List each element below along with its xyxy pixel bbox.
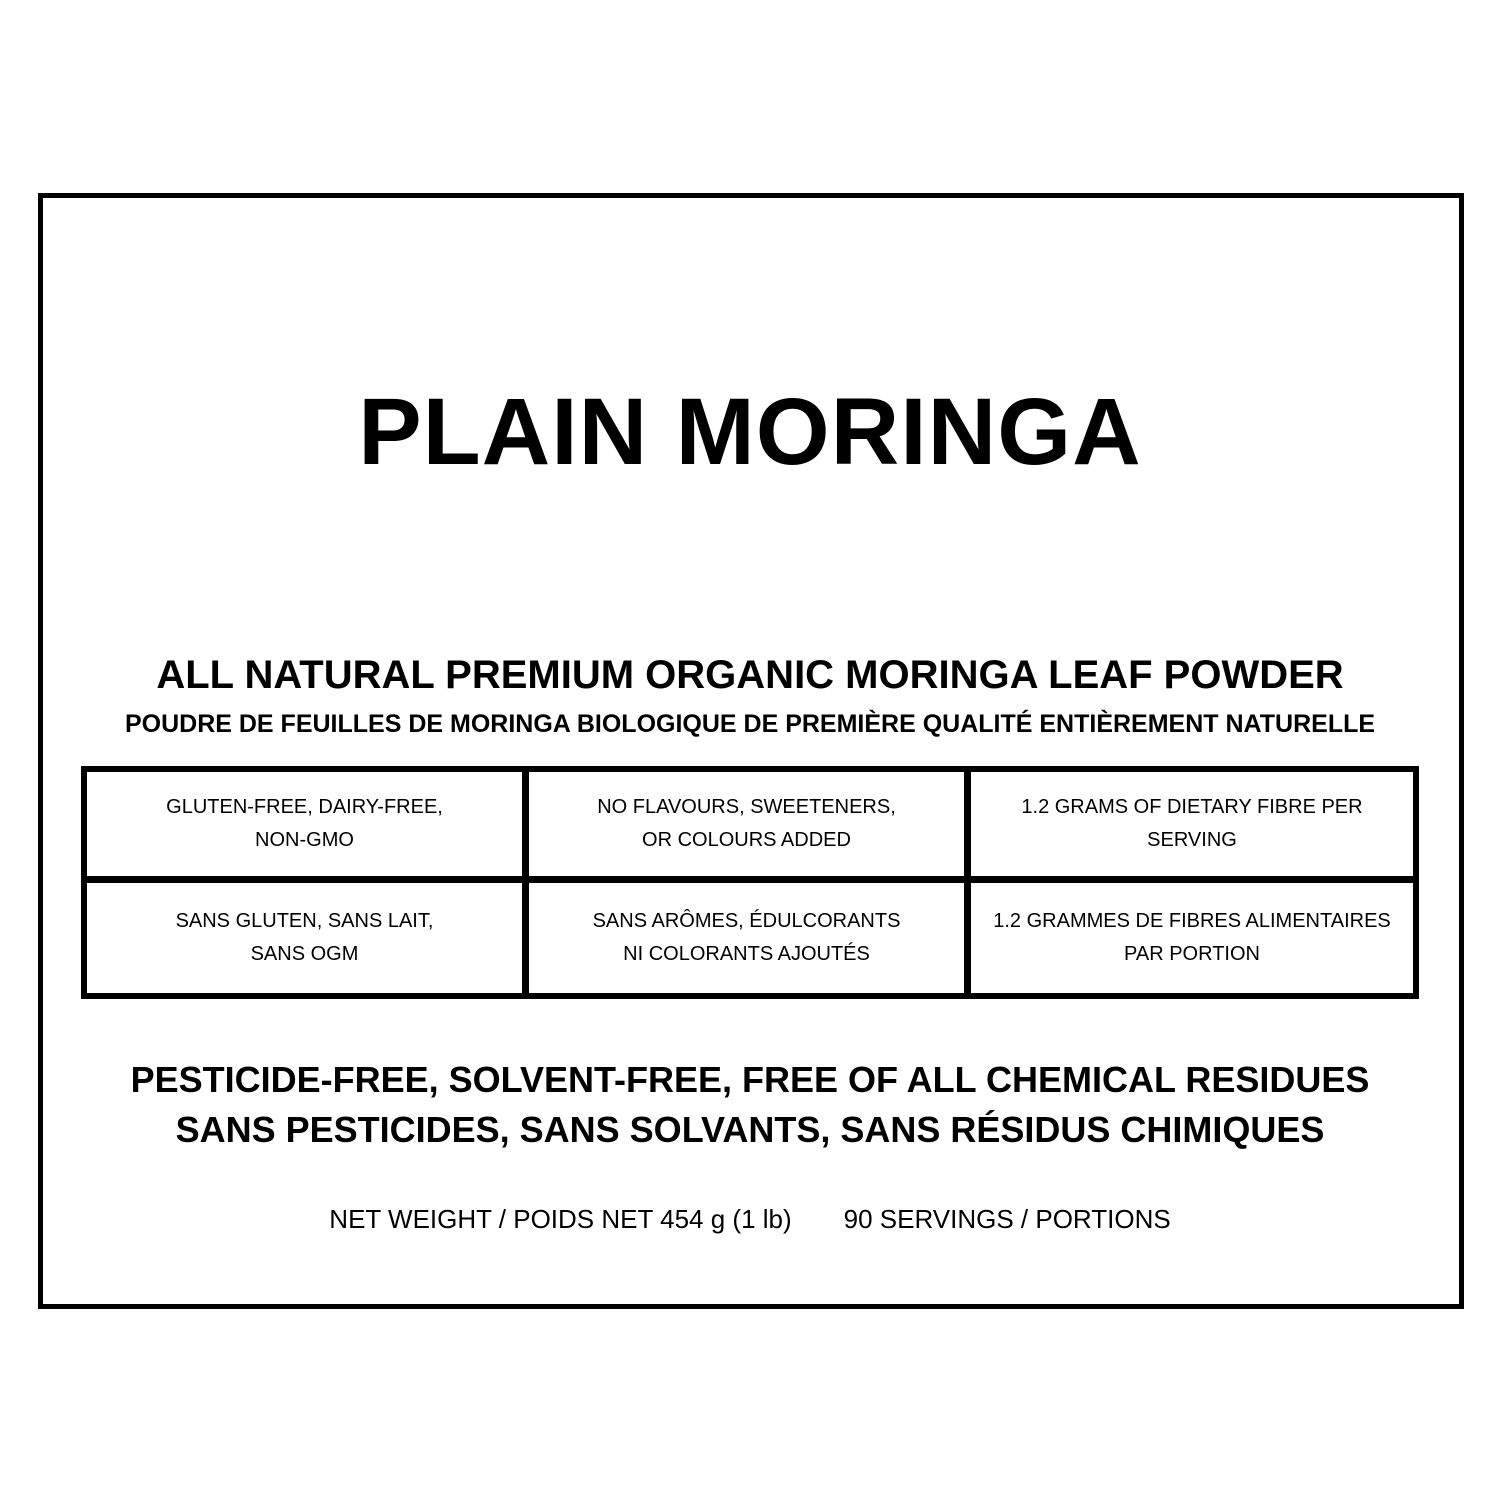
net-weight-footer (0, 1206, 1500, 1232)
claim-text: SANS GLUTEN, SANS LAIT, SANS OGM (175, 909, 434, 965)
claim-cell-allergen-en (87, 772, 529, 883)
claim-cell-fibre-fr (971, 883, 1413, 994)
product-title: PLAIN MORINGA (358, 379, 1142, 485)
claim-cell-fibre-en (971, 772, 1413, 883)
product-subtitle-en: ALL NATURAL PREMIUM ORGANIC MORINGA LEAF POWDER (156, 653, 1344, 697)
free-of-statement-en: PESTICIDE-FREE, SOLVENT-FREE, FREE OF ALL CHEMICAL RESIDUES (130, 1059, 1370, 1100)
claims-table (81, 766, 1419, 999)
claim-cell-additives-en (529, 772, 971, 883)
servings-text: 90 SERVINGS / PORTIONS (843, 1204, 1171, 1234)
claim-cell-additives-fr (529, 883, 971, 994)
claim-text: 1.2 GRAMS OF DIETARY FIBRE PER SERVING (1021, 795, 1363, 851)
claim-text: SANS ARÔMES, ÉDULCORANTS NI COLORANTS AJOUTÉS (592, 909, 901, 965)
claim-text: NO FLAVOURS, SWEETENERS, OR COLOURS ADDED (597, 795, 896, 851)
product-subtitle-fr: POUDRE DE FEUILLES DE MORINGA BIOLOGIQUE DE PREMIÈRE QUALITÉ ENTIÈREMENT NATURELLE (124, 710, 1376, 738)
claim-cell-allergen-fr (87, 883, 529, 994)
claim-text: GLUTEN-FREE, DAIRY-FREE, NON-GMO (166, 795, 443, 851)
free-of-statement-fr: SANS PESTICIDES, SANS SOLVANTS, SANS RÉSIDUS CHIMIQUES (175, 1109, 1325, 1150)
claim-text: 1.2 GRAMMES DE FIBRES ALIMENTAIRES PAR PORTION (993, 909, 1391, 965)
net-weight-text: NET WEIGHT / POIDS NET 454 g (1 lb) (329, 1204, 792, 1234)
